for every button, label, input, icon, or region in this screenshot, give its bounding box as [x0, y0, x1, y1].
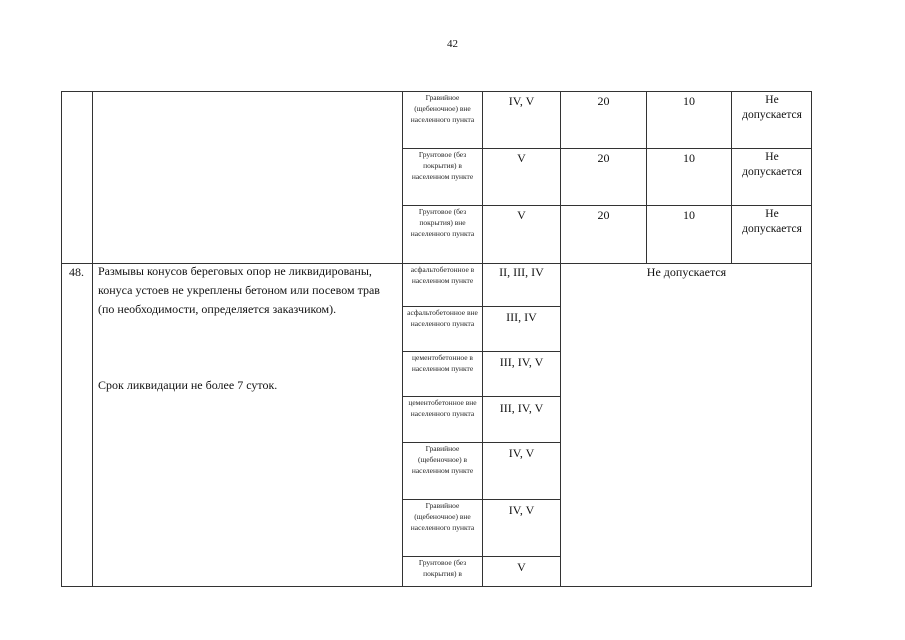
value-cell: 20	[597, 208, 610, 222]
surface-cell: Гравийное (щебеночное) вне населенного пункта	[410, 93, 475, 124]
class-cell: III, IV, V	[499, 355, 544, 369]
class-cell: II, III, IV	[499, 265, 544, 279]
item-description: Размывы конусов береговых опор не ликвидированы, конуса устоев не укреплены бетоном или посевом трав (по необходимости, определяется заказчиком).	[98, 264, 380, 316]
value-cell: 10	[683, 94, 695, 108]
col-divider	[92, 91, 93, 587]
surface-cell: Грунтовое (без покрытия) в	[418, 558, 467, 578]
class-cell: V	[517, 208, 526, 222]
surface-cell: цементобетонное вне населенного пункта	[408, 398, 477, 418]
surface-cell: Гравийное (щебеночное) вне населенного пункта	[410, 501, 475, 532]
class-cell: V	[517, 151, 526, 165]
merged-note-cell: Не допускается	[646, 265, 727, 279]
item-number: 48.	[69, 265, 84, 279]
surface-cell: асфальтобетонное вне населенного пункта	[407, 308, 478, 328]
note-cell: Не допускается	[742, 208, 802, 235]
class-cell: IV, V	[508, 94, 535, 108]
value-cell: 20	[597, 151, 610, 165]
surface-cell: Грунтовое (без покрытия) в населенном пункте	[411, 150, 474, 181]
class-cell: IV, V	[508, 503, 535, 517]
col-divider	[646, 91, 647, 263]
surface-cell: асфальтобетонное в населенном пункте	[410, 265, 475, 285]
class-cell: III, IV	[506, 310, 537, 324]
class-cell: III, IV, V	[499, 401, 544, 415]
value-cell: 10	[683, 208, 695, 222]
page-number: 42	[447, 38, 458, 50]
item-deadline: Срок ликвидации не более 7 суток.	[98, 378, 278, 392]
surface-cell: цементобетонное в населенном пункте	[411, 353, 474, 373]
note-cell: Не допускается	[742, 94, 802, 121]
note-cell: Не допускается	[742, 151, 802, 178]
surface-cell: Грунтовое (без покрытия) вне населенного пункта	[410, 207, 475, 238]
class-cell: V	[517, 560, 526, 574]
class-cell: IV, V	[508, 446, 535, 460]
value-cell: 20	[597, 94, 610, 108]
surface-cell: Гравийное (щебеночное) в населенном пункте	[411, 444, 474, 475]
value-cell: 10	[683, 151, 695, 165]
